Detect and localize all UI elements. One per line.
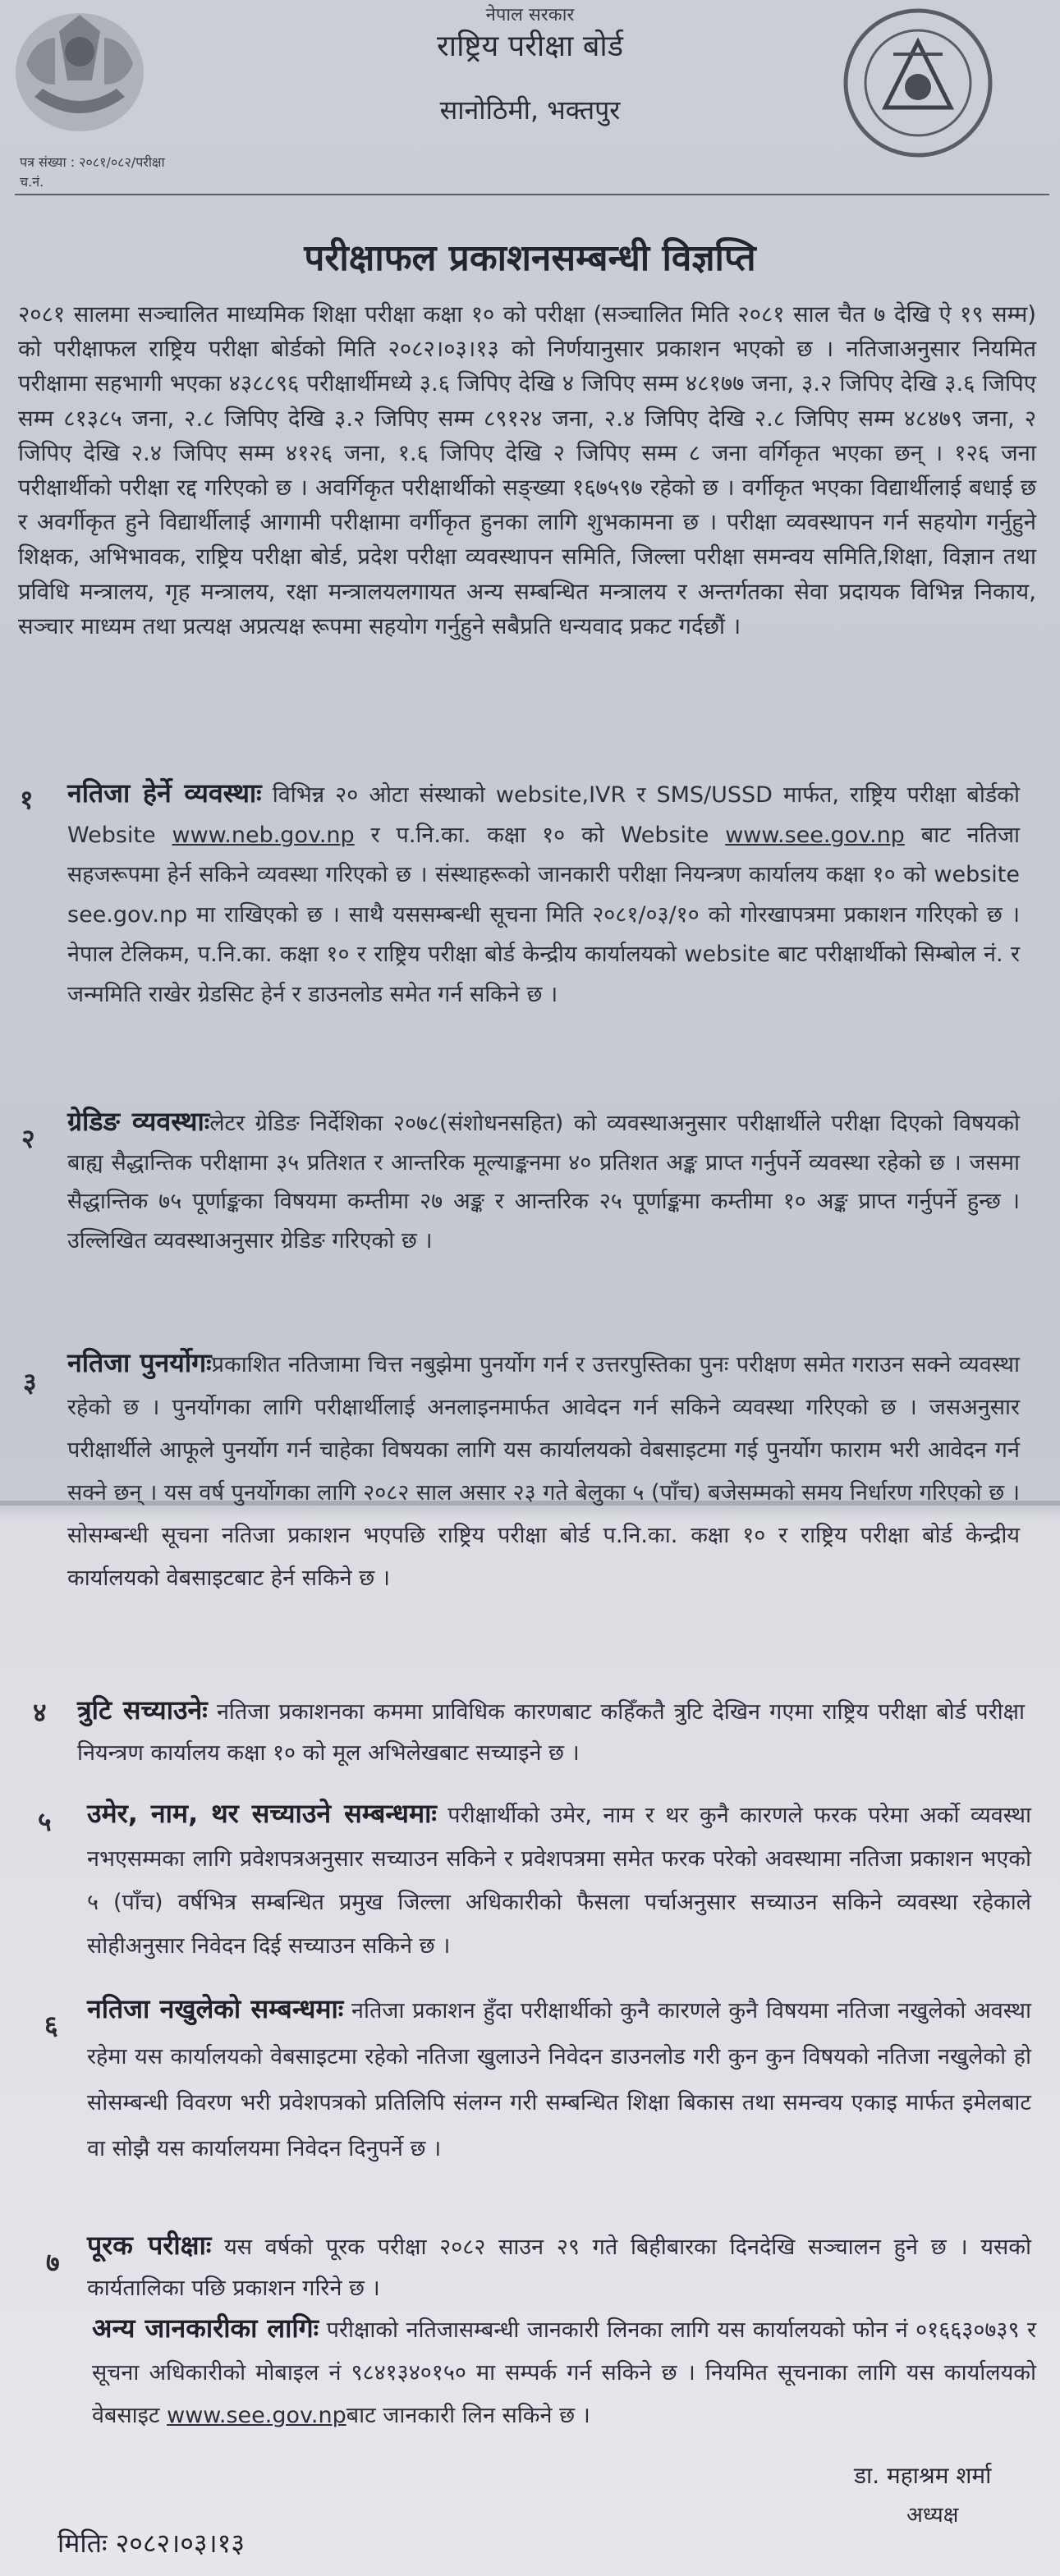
section-body xyxy=(87,2225,1031,2309)
section-heading: नतिजा पुनर्योगः xyxy=(67,1347,212,1378)
section-body xyxy=(77,1689,1025,1774)
section-text: बाट जानकारी लिन सकिने छ । xyxy=(346,2403,590,2428)
signatory-title: अध्यक्ष xyxy=(906,2503,959,2528)
section-text: यस वर्षको पूरक परीक्षा २०८२ साउन २९ गते बिहीबारका दिनदेखि सञ्चालन हुने छ । यसको कार्यतालिका पछि प्रकाशन गरिने छ । xyxy=(87,2235,1031,2301)
section-heading: उमेर, नाम, थर सच्याउने सम्बन्धमाः xyxy=(87,1798,437,1829)
notice-title: परीक्षाफल प्रकाशनसम्बन्धी विज्ञप्ति xyxy=(304,237,756,279)
notice-date: मितिः २०८२।०३।१३ xyxy=(57,2528,245,2559)
section-error-correction xyxy=(33,1689,1025,1774)
section-heading: त्रुटि सच्याउनेः xyxy=(77,1694,208,1726)
section-text: नतिजा प्रकाशन हुँदा परीक्षार्थीको कुनै कारणले कुनै विषयमा नतिजा नखुलेको अवस्था रहेमा यस कार्यालयको वेबसाइटमा रहेको नतिजा खुलाउने निवेदन डाउनलोड गरी कुन कुन विषयको नतिजा नखुलेको हो सोसम्बन्धी विवरण भरी प्रवेशपत्रको प्रतिलिपि संलग्न गरी सम्बन्धित शिक्षा बिकास तथा समन्वय एकाइ मार्फत इमेलबाट वा सोझै यस कार्यालयमा निवेदन दिनुपर्ने छ । xyxy=(87,1998,1031,2161)
section-text: नतिजा प्रकाशनका कममा प्राविधिक कारणबाट कहिँकतै त्रुटि देखिन गएमा राष्ट्रिय परीक्षा बोर्ड परीक्षा नियन्त्रण कार्यालय कक्षा १० को मूल अभिलेखबाट सच्याइने छ । xyxy=(77,1699,1025,1766)
section-contact-info xyxy=(92,2307,1036,2437)
intro-paragraph: २०८१ सालमा सञ्चालित माध्यमिक शिक्षा परीक्षा कक्षा १० को परीक्षा (सञ्चालित मिति २०८१ साल चैत ७ देखि ऐ १९ सम्म) को परीक्षाफल राष्ट्रिय परीक्षा बोर्डको मिति २०८२।०३।१३ को निर्णयानुसार प्रकाशन भएको छ । नतिजाअनुसार नियमित परीक्षामा सहभागी भएका ४३८८९६ परीक्षार्थीमध्ये ३.६ जिपिए देखि ४ जिपिए सम्म ४८१७७ जना, ३.२ जिपिए देखि ३.६ जिपिए सम्म ८१३८५ जना, २.८ जिपिए देखि ३.२ जिपिए सम्म ८९१२४ जना, २.४ जिपिए देखि २.८ जिपिए सम्म ४८४७९ जना, २ जिपिए देखि २.४ जिपिए सम्म ४१२६ जना, १.६ जिपिए देखि २ जिपिए सम्म ८ जना वर्गिकृत भएका छन् । १२६ जना परीक्षार्थीको परीक्षा रद्द गरिएको छ । अवर्गिकृत परीक्षार्थीको सङ्ख्या १६७५९७ रहेको छ । वर्गीकृत भएका विद्यार्थीलाई बधाई छ र अवर्गीकृत हुने विद्यार्थीलाई आगामी परीक्षामा वर्गीकृत हुनका लागि शुभकामना छ । परीक्षा व्यवस्थापन गर्न सहयोग गर्नुहुने शिक्षक, अभिभावक, राष्ट्रिय परीक्षा बोर्ड, प्रदेश परीक्षा व्यवस्थापन समिति, जिल्ला परीक्षा समन्वय समिति,शिक्षा, विज्ञान तथा प्रविधि मन्त्रालय, गृह मन्त्रालय, रक्षा मन्त्रालयलगायत अन्य सम्बन्धित मन्त्रालय र अन्तर्गतका सेवा प्रदायक विभिन्न निकाय, सञ्चार माध्यम तथा प्रत्यक्ष अप्रत्यक्ष रूपमा सहयोग गर्नुहुने सबैप्रति धन्यवाद प्रकट गर्दछौं । xyxy=(18,301,1036,639)
see-website-link[interactable]: www.see.gov.np xyxy=(725,822,905,848)
header-divider xyxy=(15,194,1049,195)
government-label: नेपाल सरकार xyxy=(485,5,575,25)
section-heading: पूरक परीक्षाः xyxy=(87,2230,212,2261)
section-text: परीक्षार्थीको उमेर, नाम र थर कुनै कारणले फरक परेमा अर्को व्यवस्था नभएसम्मका लागि प्रवेशपत्रअनुसार सच्याउन सकिने र प्रवेशपत्रमा समेत फरक परेको अवस्थामा नतिजा प्रकाशन भएको ५ (पाँच) वर्षभित्र सम्बन्धित प्रमुख जिल्ला अधिकारीको फैसला पर्चाअनुसार सच्याउन सकिने व्यवस्था रहेकाले सोहीअनुसार निवेदन दिई सच्याउन सकिने छ । xyxy=(87,1803,1031,1959)
section-name-correction xyxy=(38,1792,1031,1968)
see-website-link[interactable]: www.see.gov.np xyxy=(167,2403,346,2428)
board-name: राष्ट्रिय परीक्षा बोर्ड xyxy=(437,30,623,63)
section-number: ७ xyxy=(46,2247,60,2278)
section-grading xyxy=(21,1102,1020,1260)
section-heading: अन्य जानकारीका लागिः xyxy=(92,2312,319,2344)
section-text: परीक्षाको नतिजासम्बन्धी जानकारी लिनका लागि यस कार्यालयको फोन नं ०१६६३०७३९ र सूचना अधिकारीको मोबाइल नं ९८४१३४०१५० मा सम्पर्क गर्न सकिने छ । नियमित सूचनाका लागि यस कार्यालयको वेबसाइट xyxy=(92,2317,1036,2428)
section-number: ३ xyxy=(23,1367,37,1398)
section-retotaling xyxy=(23,1341,1020,1600)
dispatch-number: च.नं. xyxy=(20,174,44,190)
neb-website-link[interactable]: www.neb.gov.np xyxy=(172,822,355,848)
section-text: विभिन्न २० ओटा संस्थाको website,IVR र SMS/USSD मार्फत, राष्ट्रिय परीक्षा बोर्डको Website xyxy=(67,782,1020,848)
section-heading: नतिजा हेर्ने व्यवस्थाः xyxy=(67,777,262,809)
section-body xyxy=(87,1986,1031,2172)
ref-number: पत्र संख्या : २०८१/०८२/परीक्षा xyxy=(20,154,165,170)
section-withheld-result xyxy=(44,1986,1031,2172)
section-text: लेटर ग्रेडिङ निर्देशिका २०७८(संशोधनसहित) को व्यवस्थाअनुसार परीक्षार्थीले परीक्षा दिएको विषयको बाह्य सैद्धान्तिक परीक्षामा ३५ प्रतिशत र आन्तरिक मूल्याङ्कनमा ४० प्रतिशत अङ्क प्राप्त गर्नुपर्ने व्यवस्था रहेको छ । जसमा सैद्धान्तिक ७५ पूर्णाङ्कका विषयमा कम्तीमा २७ अङ्क र आन्तरिक २५ पूर्णाङ्कमा कम्तीमा १० अङ्क प्राप्त गर्नुपर्ने हुन्छ । उल्लिखित व्यवस्थाअनुसार ग्रेडिङ गरिएको छ । xyxy=(67,1111,1020,1254)
section-text: र प.नि.का. कक्षा १० को Website xyxy=(354,822,726,848)
section-body xyxy=(67,1341,1020,1600)
section-number: १ xyxy=(20,784,34,815)
section-body xyxy=(87,1792,1031,1968)
section-body xyxy=(67,773,1020,1015)
section-number: ४ xyxy=(33,1697,47,1728)
section-text: प्रकाशित नतिजामा चित्त नबुझेमा पुनर्योग गर्न र उत्तरपुस्तिका पुनः परीक्षण समेत गराउन सक्ने व्यवस्था रहेको छ । पुनर्योगका लागि परीक्षार्थीलाई अनलाइनमार्फत आवेदन गर्न सकिने व्यवस्था गरिएको छ । जसअनुसार परीक्षार्थीले आफूले पुनर्योग गर्न चाहेका विषयका लागि यस कार्यालयको वेबसाइटमा गई पुनर्योग फाराम भरी आवेदन गर्न सक्ने छन् । यस वर्ष पुनर्योगका लागि २०८२ साल असार २३ गते बेलुका ५ (पाँच) बजेसम्मको समय निर्धारण गरिएको छ । सोसम्बन्धी सूचना नतिजा प्रकाशन भएपछि राष्ट्रिय परीक्षा बोर्ड प.नि.का. कक्षा १० र राष्ट्रिय परीक्षा बोर्ड केन्द्रीय कार्यालयको वेबसाइटबाट हेर्न सकिने छ । xyxy=(67,1352,1020,1591)
board-address: सानोठिमी, भक्तपुर xyxy=(439,94,621,126)
section-text: बाट नतिजा सहजरूपमा हेर्न सकिने व्यवस्था गरिएको छ । संस्थाहरूको जानकारी परीक्षा नियन्त्रण कार्यालय कक्षा १० को website see.gov.np मा राखिएको छ । साथै यससम्बन्धी सूचना मिति २०८१/०३/१० को गोरखापत्रमा प्रकाशन गरिएको छ । नेपाल टेलिकम, प.नि.का. कक्षा १० र राष्ट्रिय परीक्षा बोर्ड केन्द्रीय कार्यालयको website बाट परीक्षार्थीको सिम्बोल नं. र जन्ममिति राखेर ग्रेडसिट हेर्न र डाउनलोड समेत गर्न सकिने छ । xyxy=(67,822,1020,1007)
section-heading: नतिजा नखुलेको सम्बन्धमाः xyxy=(87,1993,344,2024)
section-body xyxy=(67,1102,1020,1260)
section-body xyxy=(92,2307,1036,2437)
section-supplementary-exam xyxy=(46,2225,1031,2309)
section-result-viewing xyxy=(20,773,1020,1015)
section-number: ६ xyxy=(44,2010,58,2041)
signatory-name: डा. महाश्रम शर्मा xyxy=(854,2462,992,2489)
section-number: २ xyxy=(21,1123,35,1154)
section-heading: ग्रेडिङ व्यवस्थाः xyxy=(67,1106,210,1137)
section-number: ५ xyxy=(38,1806,52,1837)
